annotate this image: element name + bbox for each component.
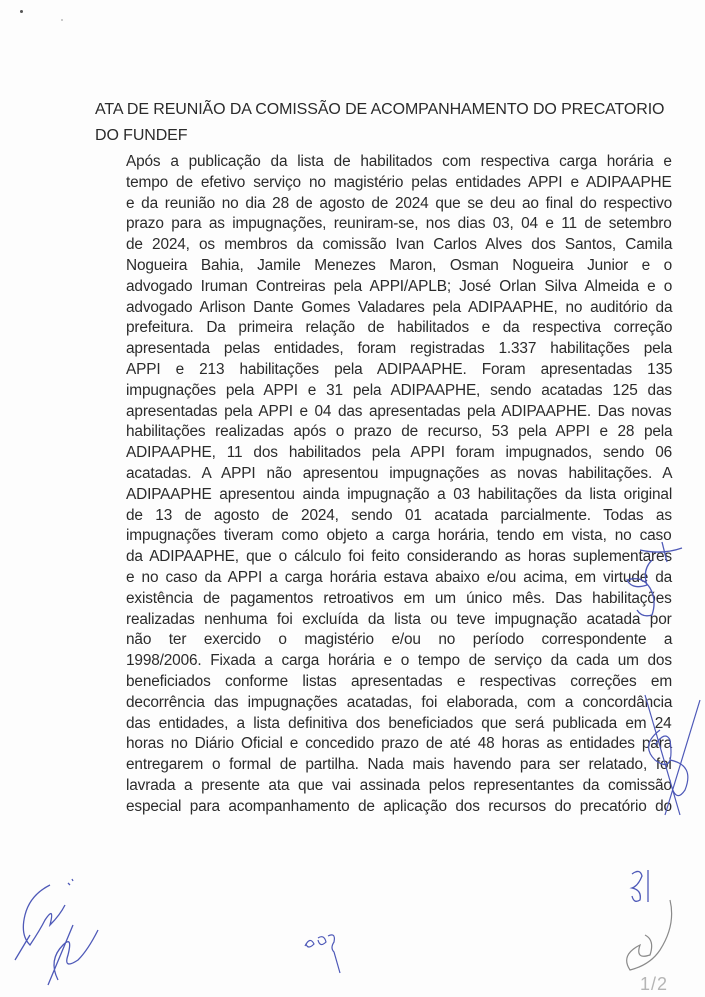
body-line: lavrada a presente ata que vai assinada pelos representantes da comissão [126,776,672,794]
signature-bottom-middle [300,928,350,978]
body-line: advogado Arlison Dante Gomes Valadares pela ADIPAAPHE, no auditório da [126,298,673,316]
body-line: e no caso da APPI a carga horária estava abaixo e/ou acima, em virtude da [126,568,673,586]
body-line: da ADIPAAPHE, que o cálculo foi feito considerando as horas suplementares [126,548,672,566]
signature-initials-right-1 [622,540,692,620]
document-body [126,152,672,818]
body-line: não ter exercido o magistério e/ou no período correspondente a [126,631,673,649]
signature-icon [640,690,705,820]
body-line: decorrência das impugnações acatadas, foi elaborada, com a concordância [126,693,673,711]
title-line: ATA DE REUNIÃO DA COMISSÃO DE ACOMPANHAMENTO DO PRECATORIO [95,101,665,118]
body-line: e da reunião no dia 28 de agosto de 2024 que se deu ao final do respectivo [126,194,673,212]
body-line: realizadas nenhuma foi excluída da lista ou teve impugnação acatada por [126,610,672,628]
body-line: apresentada pelas entidades, foram registradas 1.337 habilitações pela [126,340,673,358]
body-line: apresentadas pela APPI e 04 das apresentadas pela ADIPAAPHE. Das novas [126,402,672,420]
body-line: ADIPAAPHE apresentou ainda impugnação a 03 habilitações da lista original [126,485,673,503]
page-number: 1/2 [640,974,669,994]
document-title [95,97,665,149]
body-line: prefeitura. Da primeira relação de habilitados e da respectiva correção [126,319,673,337]
signature-icon [300,928,350,978]
body-line: ADIPAAPHE, 11 dos habilitados pela APPI foram impugnados, sendo 06 [126,444,673,462]
body-line: das entidades, a lista definitiva dos beneficiados que será publicada em 24 [126,714,672,732]
body-line: beneficiados conforme listas apresentadas e respectivas correções em [126,672,672,690]
signature-icon [622,540,692,620]
signature-bottom-left-2 [38,920,108,990]
body-line: impugnações pela APPI e 31 pela ADIPAAPHE, sendo acatadas 125 das [126,381,672,399]
title-line: DO FUNDEF [95,127,188,144]
signature-right-2 [640,690,705,820]
body-line: prazo para as impugnações, reuniram-se, nos dias 03, 04 e 11 de setembro [126,215,672,233]
signature-icon [38,920,108,990]
speck-mark [61,19,63,21]
body-line: de 2024, os membros da comissão Ivan Carlos Alves dos Santos, Camila [126,236,673,254]
body-line: acatadas. A APPI não apresentou impugnações as novas habilitações. A [126,464,673,482]
body-line: Após a publicação da lista de habilitados com respectiva carga horária e [126,153,672,170]
body-line: tempo de efetivo serviço no magistério pelas entidades APPI e ADIPAAPHE [126,173,672,191]
body-line: horas no Diário Oficial e concedido prazo de até 48 horas as entidades para [126,735,673,753]
body-line: Nogueira Bahia, Jamile Menezes Maron, Osman Nogueira Junior e o [126,256,673,274]
body-line: entregarem o formal de partilha. Nada mais havendo para ser relatado, foi [126,756,672,774]
body-line: existência de pagamentos retroativos em um único mês. Das habilitações [126,589,672,607]
body-line: impugnações tiveram como objeto a carga horária, tendo em vista, no caso [126,527,672,545]
body-line: advogado Iruman Contreiras pela APPI/APLB; José Orlan Silva Almeida e o [126,277,673,295]
body-line: APPI e 213 habilitações pela ADIPAAPHE. Foram apresentadas 135 [126,360,673,378]
signature-icon [610,895,680,975]
body-line: 1998/2006. Fixada a carga horária e o tempo de serviço da cada um dos [126,652,672,670]
body-line: de 13 de agosto de 2024, sendo 01 acatada parcialmente. Todas as [126,506,672,524]
body-line: habilitações realizadas após o prazo de recurso, 53 pela APPI e 28 pela [126,423,673,441]
body-line: especial para acompanhamento de aplicação dos recursos do precatório do [126,797,672,815]
speck-mark [20,10,23,13]
signature-bottom-right [610,895,680,975]
